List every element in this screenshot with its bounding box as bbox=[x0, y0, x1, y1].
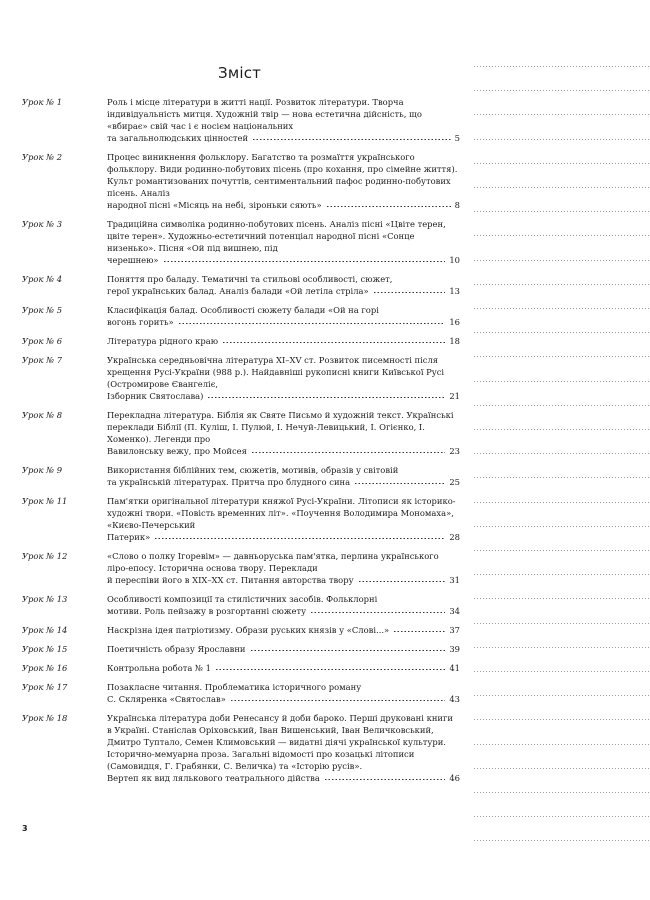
toc-entry bbox=[22, 712, 460, 784]
entry-text: Процес виникнення фольклору. Багатство та розмаїття українського фольклору. Види родинно-побутових пісень (про кохання, про сімейне життя). Культ романтизованих почуттів, сентиментальний пафос родинно-побутових пісень. Аналіз bbox=[107, 152, 458, 198]
dot-leader bbox=[222, 337, 445, 344]
page-ref: 21 bbox=[449, 391, 460, 401]
note-line bbox=[473, 381, 649, 382]
page-ref: 18 bbox=[449, 336, 460, 346]
lesson-label: Урок № 8 bbox=[22, 410, 63, 420]
entry-text-last-line: мотиви. Роль пейзажу в розгортанні сюжету bbox=[107, 606, 307, 616]
page-ref: 23 bbox=[449, 446, 460, 456]
page-ref: 39 bbox=[449, 644, 460, 654]
dot-leader bbox=[163, 256, 446, 263]
toc-entry bbox=[22, 643, 460, 655]
note-line bbox=[473, 840, 649, 841]
entry-text: Перекладна література. Біблія як Святе Письмо й художній текст. Українські переклади Біблії (П. Куліш, І. Пулюй, І. Нечуй-Левицький, І. Огієнко, І. Хоменко). Легенди про bbox=[107, 410, 454, 444]
entry-text: Традиційна символіка родинно-побутових пісень. Аналіз пісні «Цвіте терен, цвіте терен». Художньо-естетичний потенціал народної пісні «Сонце низенько». Пісня «Ой під вишнею, під bbox=[107, 219, 446, 253]
note-line bbox=[473, 671, 649, 672]
table-of-contents bbox=[22, 96, 460, 791]
dot-leader bbox=[393, 626, 445, 633]
entry-text-last-line: герої українських балад. Аналіз балади «Ой летіла стріла» bbox=[107, 286, 369, 296]
note-line bbox=[473, 792, 649, 793]
note-line bbox=[473, 356, 649, 357]
page-ref: 46 bbox=[449, 773, 460, 783]
toc-entry bbox=[22, 593, 460, 617]
note-line bbox=[473, 550, 649, 551]
toc-entry bbox=[22, 335, 460, 347]
entry-text: Особливості композиції та стилістичних засобів. Фольклорні bbox=[107, 594, 378, 604]
toc-entry bbox=[22, 464, 460, 488]
toc-entry bbox=[22, 681, 460, 705]
note-line bbox=[473, 211, 649, 212]
note-line bbox=[473, 308, 649, 309]
lesson-label: Урок № 3 bbox=[22, 219, 63, 229]
lesson-label: Урок № 6 bbox=[22, 336, 63, 346]
dot-leader bbox=[373, 287, 446, 294]
entry-text-last-line: й переспіви його в XIX–XX ст. Питання авторства твору bbox=[107, 575, 354, 585]
entry-text-last-line: Поетичність образу Ярославни bbox=[107, 644, 246, 654]
page-number: 3 bbox=[22, 824, 28, 833]
dot-leader bbox=[178, 318, 446, 325]
lesson-label: Урок № 1 bbox=[22, 97, 63, 107]
note-line bbox=[473, 163, 649, 164]
note-line bbox=[473, 744, 649, 745]
lesson-label: Урок № 2 bbox=[22, 152, 63, 162]
entry-text-last-line: Вертеп як вид лялькового театрального дійства bbox=[107, 773, 320, 783]
page-ref: 13 bbox=[449, 286, 460, 296]
toc-entry bbox=[22, 304, 460, 328]
page-ref: 25 bbox=[449, 477, 460, 487]
entry-text: «Слово о полку Ігоревім» — давньоруська пам'ятка, перлина українського ліро-епосу. Історична основа твору. Переклади bbox=[107, 551, 439, 573]
note-line bbox=[473, 598, 649, 599]
page-ref: 31 bbox=[449, 575, 460, 585]
note-line bbox=[473, 526, 649, 527]
dot-leader bbox=[252, 134, 451, 141]
note-line bbox=[473, 477, 649, 478]
toc-entry bbox=[22, 96, 460, 144]
entry-text-last-line: Література рідного краю bbox=[107, 336, 218, 346]
note-line bbox=[473, 260, 649, 261]
note-line bbox=[473, 695, 649, 696]
toc-entry bbox=[22, 354, 460, 402]
lesson-label: Урок № 4 bbox=[22, 274, 63, 284]
lesson-label: Урок № 12 bbox=[22, 551, 68, 561]
note-line bbox=[473, 66, 649, 67]
note-line bbox=[473, 187, 649, 188]
dot-leader bbox=[207, 392, 445, 399]
note-line bbox=[473, 647, 649, 648]
lesson-label: Урок № 13 bbox=[22, 594, 68, 604]
entry-text-last-line: та загальнолюдських цінностей bbox=[107, 133, 249, 143]
lesson-label: Урок № 14 bbox=[22, 625, 68, 635]
page-title: Зміст bbox=[218, 64, 262, 82]
lesson-label: Урок № 11 bbox=[22, 496, 68, 506]
note-line bbox=[473, 623, 649, 624]
entry-text-last-line: Ізборник Святослава) bbox=[107, 391, 204, 401]
entry-text: Пам'ятки оригінальної літератури княжої Русі-України. Літописи як історико-художні твори. «Повість временних літ». «Поучення Володимира Мономаха», «Києво-Печерський bbox=[107, 496, 456, 530]
entry-text-last-line: та українській літературах. Притча про блудного сина bbox=[107, 477, 351, 487]
note-line bbox=[473, 332, 649, 333]
lesson-label: Урок № 16 bbox=[22, 663, 68, 673]
toc-entry bbox=[22, 624, 460, 636]
page-ref: 5 bbox=[454, 133, 460, 143]
entry-text-last-line: народної пісні «Місяць на небі, зіроньки сяють» bbox=[107, 200, 322, 210]
note-line bbox=[473, 235, 649, 236]
page-ref: 34 bbox=[449, 606, 460, 616]
note-line bbox=[473, 502, 649, 503]
dot-leader bbox=[358, 576, 446, 583]
dot-leader bbox=[326, 201, 451, 208]
entry-text: Поняття про баладу. Тематичні та стильові особливості, сюжет, bbox=[107, 274, 393, 284]
entry-text-last-line: вогонь горить» bbox=[107, 317, 174, 327]
entry-text: Використання біблійних тем, сюжетів, мотивів, образів у світовій bbox=[107, 465, 399, 475]
note-line bbox=[473, 816, 649, 817]
page-ref: 37 bbox=[449, 625, 460, 635]
toc-entry bbox=[22, 151, 460, 211]
entry-text-last-line: черешнею» bbox=[107, 255, 159, 265]
entry-text: Класифікація балад. Особливості сюжету балади «Ой на горі bbox=[107, 305, 379, 315]
dot-leader bbox=[251, 447, 445, 454]
toc-entry bbox=[22, 409, 460, 457]
page-ref: 41 bbox=[449, 663, 460, 673]
dot-leader bbox=[324, 774, 446, 781]
toc-entry bbox=[22, 662, 460, 674]
lesson-label: Урок № 18 bbox=[22, 713, 68, 723]
page-ref: 8 bbox=[454, 200, 460, 210]
entry-text-last-line: Патерик» bbox=[107, 532, 151, 542]
entry-text-last-line: Контрольна робота № 1 bbox=[107, 663, 211, 673]
page-ref: 10 bbox=[449, 255, 460, 265]
entry-text-last-line: С. Скляренка «Святослав» bbox=[107, 694, 226, 704]
dot-leader bbox=[250, 645, 446, 652]
note-line bbox=[473, 574, 649, 575]
entry-text: Роль і місце літератури в житті нації. Розвиток літератури. Творча індивідуальність митця. Художній твір — нова естетична дійсність, що «вбирає» свій час і є носієм національних bbox=[107, 97, 422, 131]
entry-text: Позакласне читання. Проблематика історичного роману bbox=[107, 682, 362, 692]
lesson-label: Урок № 9 bbox=[22, 465, 63, 475]
lesson-label: Урок № 7 bbox=[22, 355, 63, 365]
page-ref: 28 bbox=[449, 532, 460, 542]
lesson-label: Урок № 15 bbox=[22, 644, 68, 654]
note-line bbox=[473, 719, 649, 720]
dot-leader bbox=[230, 695, 446, 702]
dot-leader bbox=[310, 607, 445, 614]
lesson-label: Урок № 5 bbox=[22, 305, 63, 315]
dot-leader bbox=[215, 664, 445, 671]
toc-entry bbox=[22, 550, 460, 586]
entry-text: Українська література доби Ренесансу й доби бароко. Перші друковані книги в Україні. Станіслав Оріховський, Іван Вишенський, Іван Величковський, Дмитро Туптало, Семен Климовський — видатні діячі української культури. Історично-мемуарна проза. Загальні відомості про козацькі літописи (Самовидця, Г. Грабянки, С. Величка) та «Історію русів». bbox=[107, 713, 453, 771]
entry-text-last-line: Вавилонську вежу, про Мойсея bbox=[107, 446, 247, 456]
toc-entry bbox=[22, 218, 460, 266]
note-line bbox=[473, 114, 649, 115]
note-line bbox=[473, 405, 649, 406]
note-line bbox=[473, 453, 649, 454]
entry-text: Українська середньовічна література XI–XV ст. Розвиток писемності після хрещення Русі-України (988 р.). Найдавніші рукописні книги Київської Русі (Остромирове Євангеліє, bbox=[107, 355, 445, 389]
note-line bbox=[473, 429, 649, 430]
page-ref: 16 bbox=[449, 317, 460, 327]
lesson-label: Урок № 17 bbox=[22, 682, 68, 692]
dot-leader bbox=[154, 533, 445, 540]
note-line bbox=[473, 139, 649, 140]
page-ref: 43 bbox=[449, 694, 460, 704]
note-line bbox=[473, 284, 649, 285]
note-lines bbox=[473, 0, 649, 900]
note-line bbox=[473, 90, 649, 91]
entry-text-last-line: Наскрізна ідея патріотизму. Образи руських князів у «Слові...» bbox=[107, 625, 390, 635]
toc-entry bbox=[22, 495, 460, 543]
toc-entry bbox=[22, 273, 460, 297]
dot-leader bbox=[354, 478, 445, 485]
note-line bbox=[473, 768, 649, 769]
